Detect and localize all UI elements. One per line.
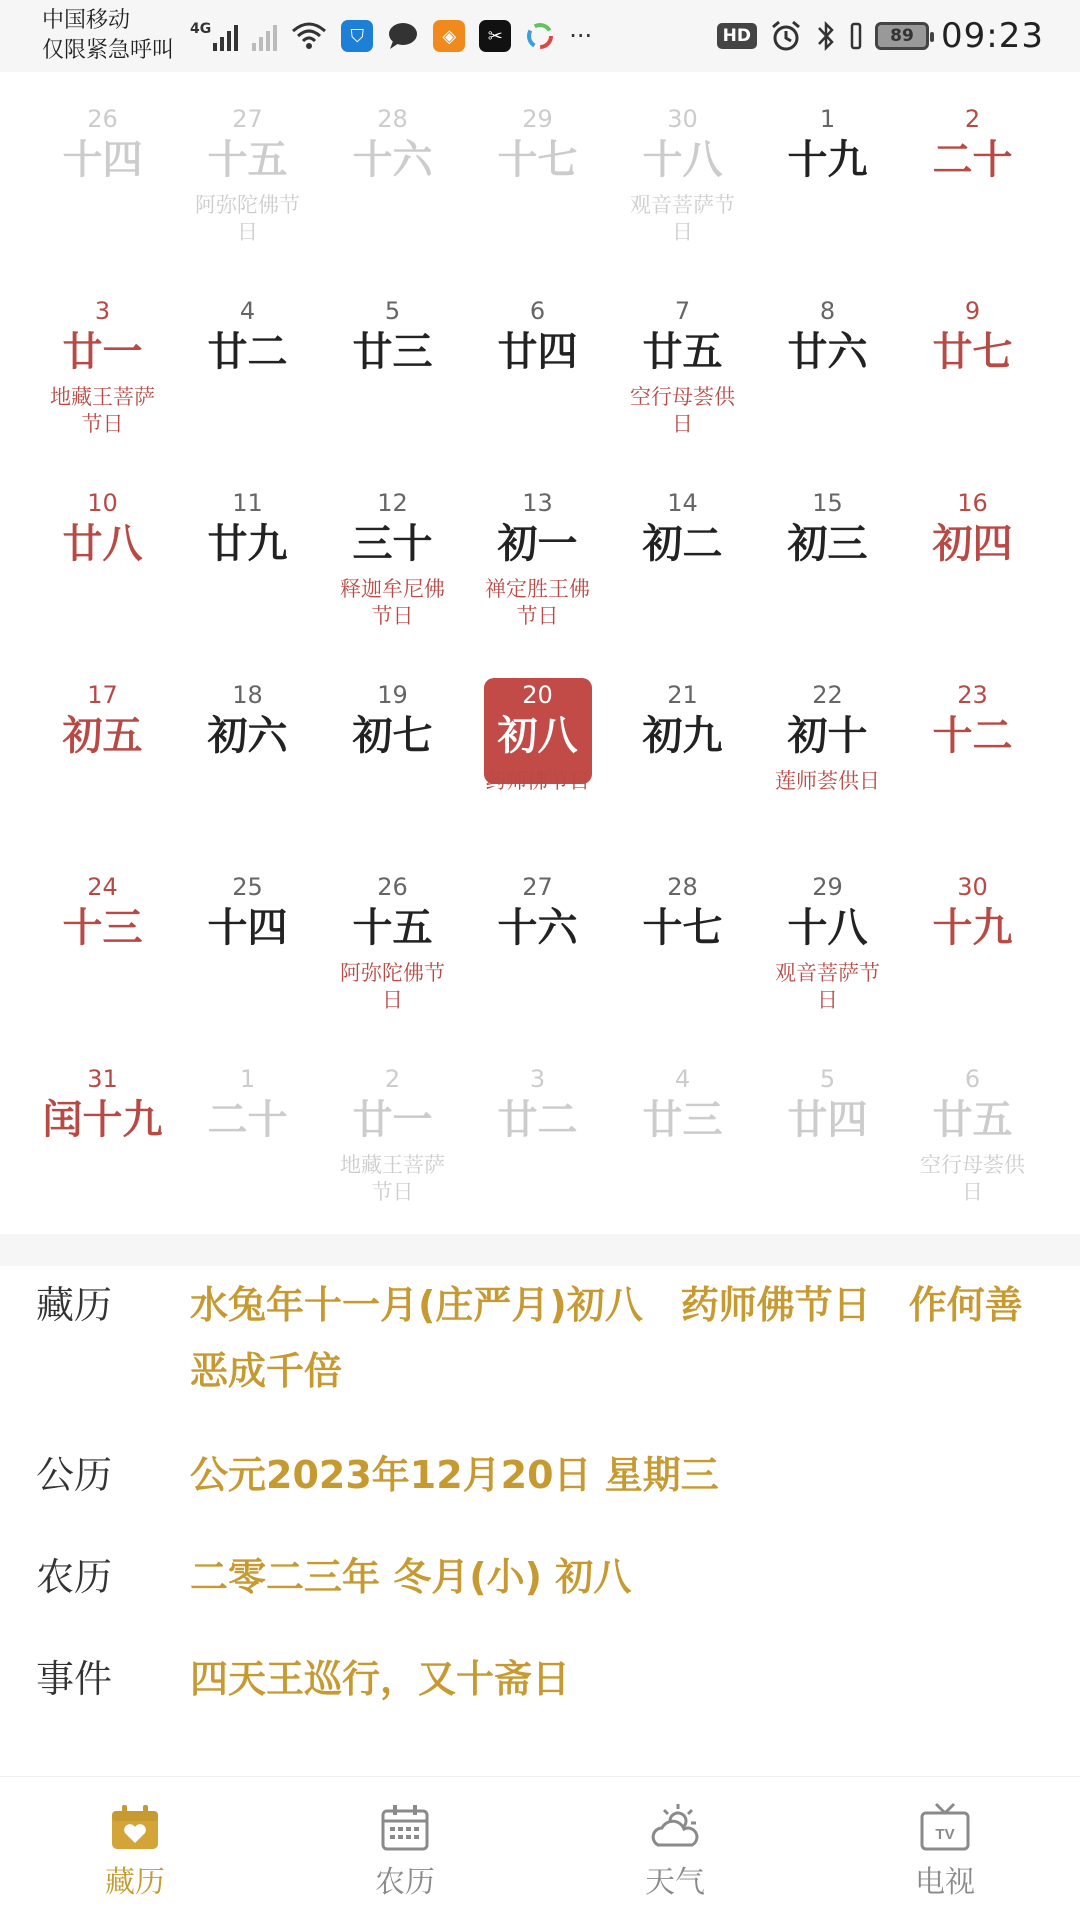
lunar-day: 廿五	[642, 329, 723, 375]
day-number: 30	[957, 873, 988, 901]
calendar-day[interactable]	[900, 870, 1045, 1062]
calendar-day[interactable]	[30, 678, 175, 870]
lunar-day: 初二	[642, 521, 723, 567]
calendar-day[interactable]	[320, 870, 465, 1062]
lunar-day: 二十	[932, 137, 1013, 183]
lunar-day: 初六	[207, 713, 288, 759]
lunar-day: 廿一	[62, 329, 143, 375]
calendar-day[interactable]	[320, 1062, 465, 1254]
gregorian-value: 公元2023年12月20日 星期三	[190, 1453, 719, 1497]
lunar-day: 廿二	[497, 1097, 578, 1143]
calendar-day[interactable]	[30, 1062, 175, 1254]
tab-tibetan-calendar[interactable]	[0, 1777, 270, 1921]
shield-app-icon: ⛉	[341, 20, 373, 52]
day-number: 4	[239, 297, 256, 325]
day-number: 5	[384, 297, 401, 325]
tab-label: 电视	[915, 1865, 975, 1900]
lunar-day: 初四	[932, 521, 1013, 567]
day-number: 13	[522, 489, 553, 517]
day-number: 28	[377, 105, 408, 133]
calendar-day[interactable]	[30, 294, 175, 486]
calendar-day[interactable]	[175, 1062, 320, 1254]
festival-label: 空行母荟供日	[630, 385, 735, 436]
cellular-signal-2-icon	[252, 21, 277, 51]
day-number: 27	[522, 873, 553, 901]
lunar-day: 廿六	[787, 329, 868, 375]
lunar-day: 初五	[62, 713, 143, 759]
day-number: 30	[667, 105, 698, 133]
festival-label: 莲师荟供日	[775, 769, 880, 793]
lunar-day: 十四	[62, 137, 143, 183]
calendar-grid	[30, 102, 1050, 1254]
calendar-day[interactable]	[320, 102, 465, 294]
lunar-day: 十九	[932, 905, 1013, 951]
calendar-day-selected[interactable]	[465, 678, 610, 870]
tv-icon	[918, 1801, 972, 1855]
day-number: 31	[87, 1065, 118, 1093]
day-number: 2	[384, 1065, 401, 1093]
message-icon	[387, 21, 419, 51]
day-number: 6	[964, 1065, 981, 1093]
lunar-day: 廿七	[932, 329, 1013, 375]
tab-label: 农历	[375, 1865, 435, 1900]
lunar-day: 初三	[787, 521, 868, 567]
lunar-day: 十三	[62, 905, 143, 951]
day-number: 16	[957, 489, 988, 517]
day-number: 1	[239, 1065, 256, 1093]
calendar-day[interactable]	[175, 870, 320, 1062]
festival-label: 阿弥陀佛节日	[195, 193, 300, 244]
battery-icon	[875, 22, 929, 50]
lunar-day: 十五	[207, 137, 288, 183]
festival-label: 地藏王菩萨节日	[50, 385, 155, 436]
day-number: 9	[964, 297, 981, 325]
lunar-day: 十六	[497, 905, 578, 951]
lunar-day: 十六	[352, 137, 433, 183]
calendar-day[interactable]	[755, 870, 900, 1062]
capcut-app-icon: ✂	[479, 20, 511, 52]
tibetan-label: 藏历	[36, 1283, 113, 1327]
day-number: 29	[522, 105, 553, 133]
calendar-day[interactable]	[900, 486, 1045, 678]
lunar-day: 初一	[497, 521, 578, 567]
orange-app-icon: ◈	[433, 20, 465, 52]
calendar-day[interactable]	[30, 486, 175, 678]
calendar-grid-icon	[378, 1801, 432, 1855]
day-number: 5	[819, 1065, 836, 1093]
calendar-day[interactable]	[900, 102, 1045, 294]
lunar-day: 十五	[352, 905, 433, 951]
calendar-day[interactable]	[30, 102, 175, 294]
lunar-day: 廿九	[207, 521, 288, 567]
day-number: 20	[522, 681, 553, 709]
gregorian-label: 公历	[36, 1453, 113, 1497]
carrier-name: 中国移动	[42, 8, 131, 33]
lunar-date-row	[36, 1544, 1046, 1610]
status-bar	[0, 0, 1080, 72]
cellular-signal-icon	[190, 21, 238, 51]
lunar-day: 十七	[642, 905, 723, 951]
calendar-day[interactable]	[465, 870, 610, 1062]
tab-label: 藏历	[105, 1865, 165, 1900]
lunar-day: 廿三	[642, 1097, 723, 1143]
lunar-day: 廿四	[787, 1097, 868, 1143]
calendar-day[interactable]	[755, 102, 900, 294]
day-number: 1	[819, 105, 836, 133]
day-number: 3	[94, 297, 111, 325]
day-number: 27	[232, 105, 263, 133]
status-icons-right	[717, 14, 1044, 58]
festival-label: 地藏王菩萨节日	[340, 1153, 445, 1204]
day-number: 3	[529, 1065, 546, 1093]
calendar-day[interactable]	[610, 294, 755, 486]
lunar-day: 廿五	[932, 1097, 1013, 1143]
event-value: 四天王巡行，又十斋日	[190, 1657, 571, 1701]
day-number: 15	[812, 489, 843, 517]
day-number: 26	[87, 105, 118, 133]
gregorian-date-row	[36, 1442, 1046, 1508]
day-number: 17	[87, 681, 118, 709]
clock-time: 09:23	[941, 16, 1044, 56]
calendar-day[interactable]	[610, 870, 755, 1062]
day-number: 19	[377, 681, 408, 709]
event-row	[36, 1646, 1046, 1712]
festival-label: 观音菩萨节日	[775, 961, 880, 1012]
lunar-day: 廿八	[62, 521, 143, 567]
calendar-day[interactable]	[465, 486, 610, 678]
carrier-info	[42, 6, 174, 66]
day-number: 28	[667, 873, 698, 901]
lunar-day: 十四	[207, 905, 288, 951]
lunar-day: 十八	[787, 905, 868, 951]
lunar-day: 初九	[642, 713, 723, 759]
day-number: 25	[232, 873, 263, 901]
lunar-day: 初十	[787, 713, 868, 759]
festival-label: 禅定胜王佛节日	[485, 577, 590, 628]
tab-weather[interactable]	[540, 1777, 810, 1921]
lunar-day: 廿三	[352, 329, 433, 375]
color-app-icon	[525, 21, 555, 51]
more-notifications-icon: ···	[569, 22, 593, 50]
svg-text:TV: TV	[935, 1826, 955, 1843]
emergency-only-label: 仅限紧急呼叫	[42, 38, 175, 63]
day-number: 11	[232, 489, 263, 517]
calendar-day[interactable]	[465, 102, 610, 294]
bluetooth-icon	[815, 19, 837, 53]
calendar-day[interactable]	[320, 294, 465, 486]
day-number: 2	[964, 105, 981, 133]
lunar-day: 廿二	[207, 329, 288, 375]
hd-icon: HD	[717, 23, 757, 49]
calendar-day[interactable]	[610, 102, 755, 294]
festival-label: 药师佛节日	[485, 769, 590, 793]
tab-lunar-calendar[interactable]	[270, 1777, 540, 1921]
lunar-label: 农历	[36, 1555, 113, 1599]
lunar-day: 初八	[497, 713, 578, 759]
day-info-panel	[0, 1266, 1080, 1776]
calendar-day[interactable]	[900, 678, 1045, 870]
lunar-day: 三十	[352, 521, 433, 567]
day-number: 26	[377, 873, 408, 901]
wifi-icon	[291, 21, 327, 51]
lunar-day: 十七	[497, 137, 578, 183]
calendar-day[interactable]	[320, 678, 465, 870]
bottom-tab-bar	[0, 1776, 1080, 1921]
tab-tv[interactable]	[810, 1777, 1080, 1921]
lunar-day: 廿四	[497, 329, 578, 375]
day-number: 7	[674, 297, 691, 325]
day-number: 14	[667, 489, 698, 517]
lunar-day: 闰十九	[42, 1097, 163, 1143]
tab-label: 天气	[645, 1865, 705, 1900]
day-number: 6	[529, 297, 546, 325]
day-number: 10	[87, 489, 118, 517]
tibetan-value: 水兔年十一月(庄严月)初八 药师佛节日 作何善恶成千倍	[190, 1283, 1023, 1393]
calendar-day[interactable]	[900, 294, 1045, 486]
festival-label: 释迦牟尼佛节日	[340, 577, 445, 628]
calendar-day[interactable]	[610, 678, 755, 870]
day-number: 18	[232, 681, 263, 709]
day-number: 29	[812, 873, 843, 901]
tibetan-date-row	[36, 1272, 1046, 1404]
calendar-day[interactable]	[755, 294, 900, 486]
lunar-day: 十二	[932, 713, 1013, 759]
weather-icon	[648, 1801, 702, 1855]
alarm-icon	[769, 19, 803, 53]
calendar-day[interactable]	[30, 870, 175, 1062]
lunar-day: 十八	[642, 137, 723, 183]
festival-label: 阿弥陀佛节日	[340, 961, 445, 1012]
calendar-day[interactable]	[465, 294, 610, 486]
day-number: 22	[812, 681, 843, 709]
calendar-day[interactable]	[610, 486, 755, 678]
day-number: 21	[667, 681, 698, 709]
calendar-day[interactable]	[465, 1062, 610, 1254]
calendar-day[interactable]	[900, 1062, 1045, 1254]
day-number: 23	[957, 681, 988, 709]
lunar-day: 初七	[352, 713, 433, 759]
lunar-day: 十九	[787, 137, 868, 183]
day-number: 4	[674, 1065, 691, 1093]
event-label: 事件	[36, 1657, 113, 1701]
network-type-label: 4G	[190, 21, 212, 37]
festival-label: 空行母荟供日	[920, 1153, 1025, 1204]
day-number: 24	[87, 873, 118, 901]
calendar-heart-icon	[108, 1801, 162, 1855]
calendar-day[interactable]	[175, 486, 320, 678]
festival-label: 观音菩萨节日	[630, 193, 735, 244]
calendar-day[interactable]	[175, 678, 320, 870]
calendar-day[interactable]	[175, 294, 320, 486]
battery-level: 89	[890, 26, 914, 46]
calendar-day[interactable]	[755, 1062, 900, 1254]
lunar-day: 廿一	[352, 1097, 433, 1143]
calendar-day[interactable]	[610, 1062, 755, 1254]
vibrate-icon	[849, 19, 863, 53]
day-number: 8	[819, 297, 836, 325]
day-number: 12	[377, 489, 408, 517]
lunar-value: 二零二三年 冬月(小) 初八	[190, 1555, 632, 1599]
month-calendar	[0, 72, 1080, 1234]
calendar-day[interactable]	[755, 486, 900, 678]
calendar-day[interactable]	[755, 678, 900, 870]
lunar-day: 二十	[207, 1097, 288, 1143]
calendar-day[interactable]	[175, 102, 320, 294]
calendar-day[interactable]	[320, 486, 465, 678]
status-icons-left	[190, 16, 592, 56]
